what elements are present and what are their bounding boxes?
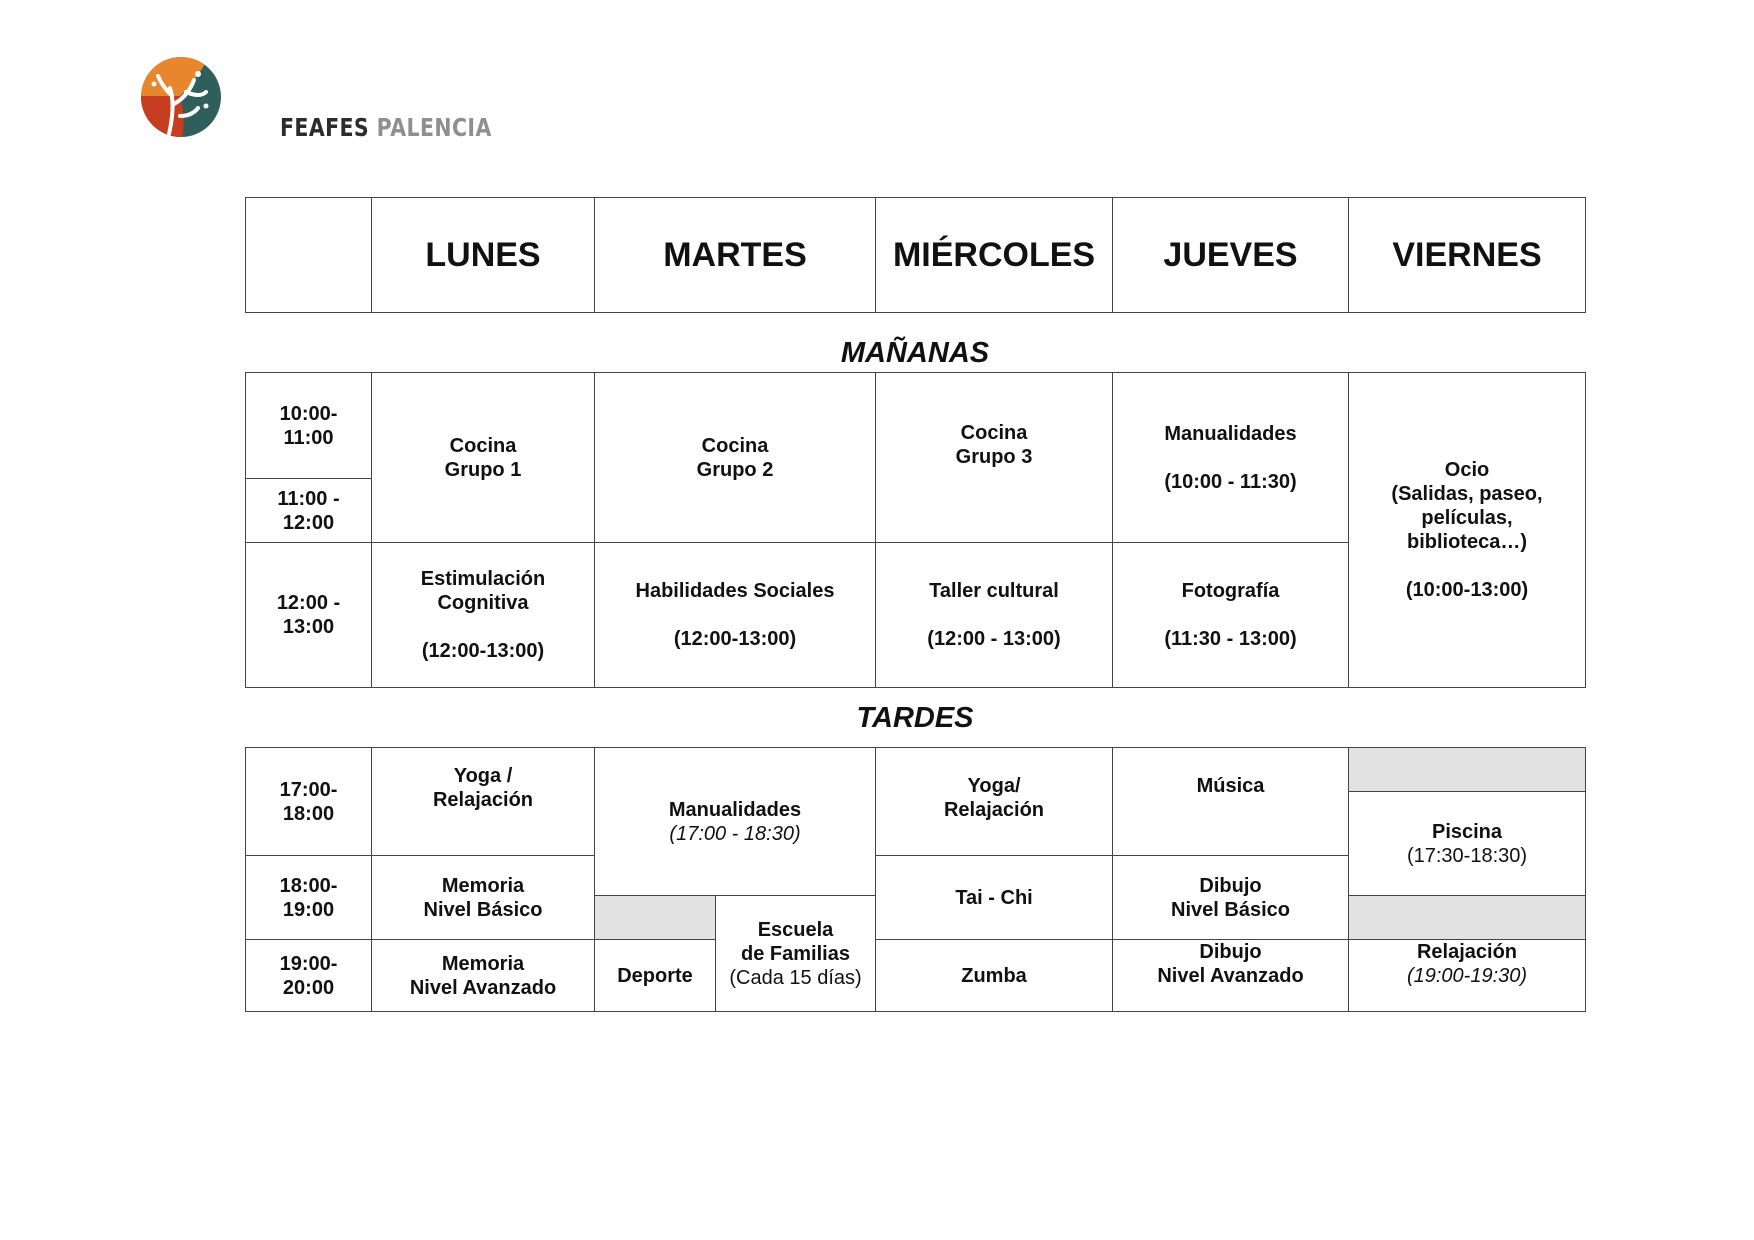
activity-cell	[372, 543, 595, 688]
activity-detail: películas,	[1421, 507, 1513, 529]
activity-time: (12:00-13:00)	[421, 640, 545, 662]
activity-cell	[595, 373, 876, 543]
activity-cell	[595, 543, 876, 688]
activity-cell	[876, 543, 1113, 688]
time-slot	[246, 373, 372, 479]
activity-title: Cocina	[960, 422, 1028, 444]
activity-title: Fotografía	[1181, 580, 1280, 602]
activity-subtitle: Grupo 3	[955, 446, 1033, 468]
activity-title: Deporte	[617, 964, 693, 987]
activity-title: Memoria	[441, 874, 525, 897]
morning-schedule-table	[245, 372, 1586, 688]
activity-detail: biblioteca…)	[1406, 531, 1527, 553]
activity-subtitle: de Familias	[741, 942, 850, 965]
activity-title: Habilidades Sociales	[635, 580, 835, 602]
day-viernes: VIERNES	[1349, 198, 1586, 313]
activity-cell	[1113, 373, 1349, 543]
activity-time: (19:00-19:30)	[1406, 965, 1528, 987]
activity-title: Tai - Chi	[955, 886, 1033, 909]
brand-name	[280, 113, 492, 142]
activity-title: Relajación	[1416, 941, 1518, 963]
activity-cell	[1349, 373, 1586, 688]
activity-title: Escuela	[757, 918, 834, 941]
header-empty-cell	[246, 198, 372, 313]
activity-subtitle: Nivel Avanzado	[1157, 965, 1304, 987]
activity-title: Piscina	[1431, 820, 1503, 843]
days-header-table	[245, 197, 1586, 313]
activity-title: Manualidades	[1164, 422, 1297, 445]
activity-title: Yoga/	[967, 775, 1021, 797]
activity-title: Taller cultural	[929, 580, 1059, 602]
activity-time: (17:30-18:30)	[1406, 844, 1528, 867]
time-slot	[246, 543, 372, 688]
activity-cell	[716, 896, 876, 1012]
time-line: 11:00 - 12:00	[277, 487, 340, 534]
time-line: 12:00 - 13:00	[276, 592, 341, 638]
brand-name-light: PALENCIA	[376, 113, 492, 142]
day-martes: MARTES	[595, 198, 876, 313]
activity-title: Música	[1196, 775, 1265, 797]
section-title-evening: TARDES	[856, 702, 974, 734]
day-jueves: JUEVES	[1113, 198, 1349, 313]
activity-title: Zumba	[961, 964, 1027, 987]
time-line: 19:00- 20:00	[279, 952, 338, 999]
activity-cell	[876, 373, 1113, 543]
time-slot	[246, 856, 372, 940]
activity-subtitle: Grupo 1	[444, 458, 522, 481]
activity-title: Memoria	[441, 952, 525, 975]
activity-title: Ocio	[1444, 459, 1490, 481]
time-slot	[246, 940, 372, 1012]
activity-cell	[372, 748, 595, 856]
time-slot	[246, 479, 372, 543]
activity-time: (10:00-13:00)	[1405, 579, 1529, 601]
empty-grey-cell	[1349, 896, 1586, 940]
activity-subtitle: Cognitiva	[437, 592, 529, 614]
activity-cell	[1113, 940, 1349, 1012]
activity-title: Yoga /	[453, 765, 513, 787]
time-line: 18:00- 19:00	[279, 874, 338, 921]
activity-subtitle: Grupo 2	[696, 458, 774, 481]
activity-cell	[1113, 543, 1349, 688]
day-miercoles: MIÉRCOLES	[876, 198, 1113, 313]
evening-schedule-table	[245, 747, 1586, 1012]
activity-title: Dibujo	[1199, 874, 1262, 897]
time-slot	[246, 748, 372, 856]
activity-cell	[1113, 856, 1349, 940]
activity-cell	[1113, 748, 1349, 856]
activity-time: (12:00 - 13:00)	[927, 628, 1061, 650]
activity-cell	[372, 940, 595, 1012]
day-lunes: LUNES	[372, 198, 595, 313]
activity-time: (11:30 - 13:00)	[1164, 628, 1297, 650]
activity-title: Manualidades	[668, 798, 802, 821]
activity-cell	[595, 940, 716, 1012]
activity-cell	[595, 748, 876, 896]
activity-time: (17:00 - 18:30)	[669, 822, 801, 845]
empty-grey-cell	[595, 896, 716, 940]
activity-subtitle: Nivel Avanzado	[409, 976, 557, 999]
activity-cell	[1349, 792, 1586, 896]
feafes-logo	[140, 56, 222, 138]
activity-cell	[876, 748, 1113, 856]
brand-name-dark: FEAFES	[280, 113, 370, 142]
activity-cell	[372, 373, 595, 543]
activity-cell	[1349, 940, 1586, 1012]
section-title-morning: MAÑANAS	[840, 337, 990, 369]
activity-time: (12:00-13:00)	[673, 628, 797, 650]
activity-title: Dibujo	[1199, 941, 1262, 963]
activity-title: Cocina	[449, 434, 517, 457]
activity-cell	[876, 856, 1113, 940]
time-line: 17:00- 18:00	[279, 778, 338, 825]
activity-detail: (Salidas, paseo,	[1391, 483, 1543, 505]
activity-subtitle: Relajación	[943, 799, 1045, 821]
activity-subtitle: Relajación	[432, 789, 534, 811]
activity-cell	[876, 940, 1113, 1012]
activity-title: Cocina	[701, 434, 769, 457]
activity-subtitle: Nivel Básico	[423, 898, 543, 921]
empty-grey-cell	[1349, 748, 1586, 792]
activity-note: (Cada 15 días)	[729, 966, 862, 989]
activity-title: Estimulación	[420, 568, 546, 590]
activity-cell	[372, 856, 595, 940]
activity-subtitle: Nivel Básico	[1171, 898, 1290, 921]
time-line: 10:00- 11:00	[279, 402, 338, 449]
activity-time: (10:00 - 11:30)	[1164, 470, 1297, 493]
